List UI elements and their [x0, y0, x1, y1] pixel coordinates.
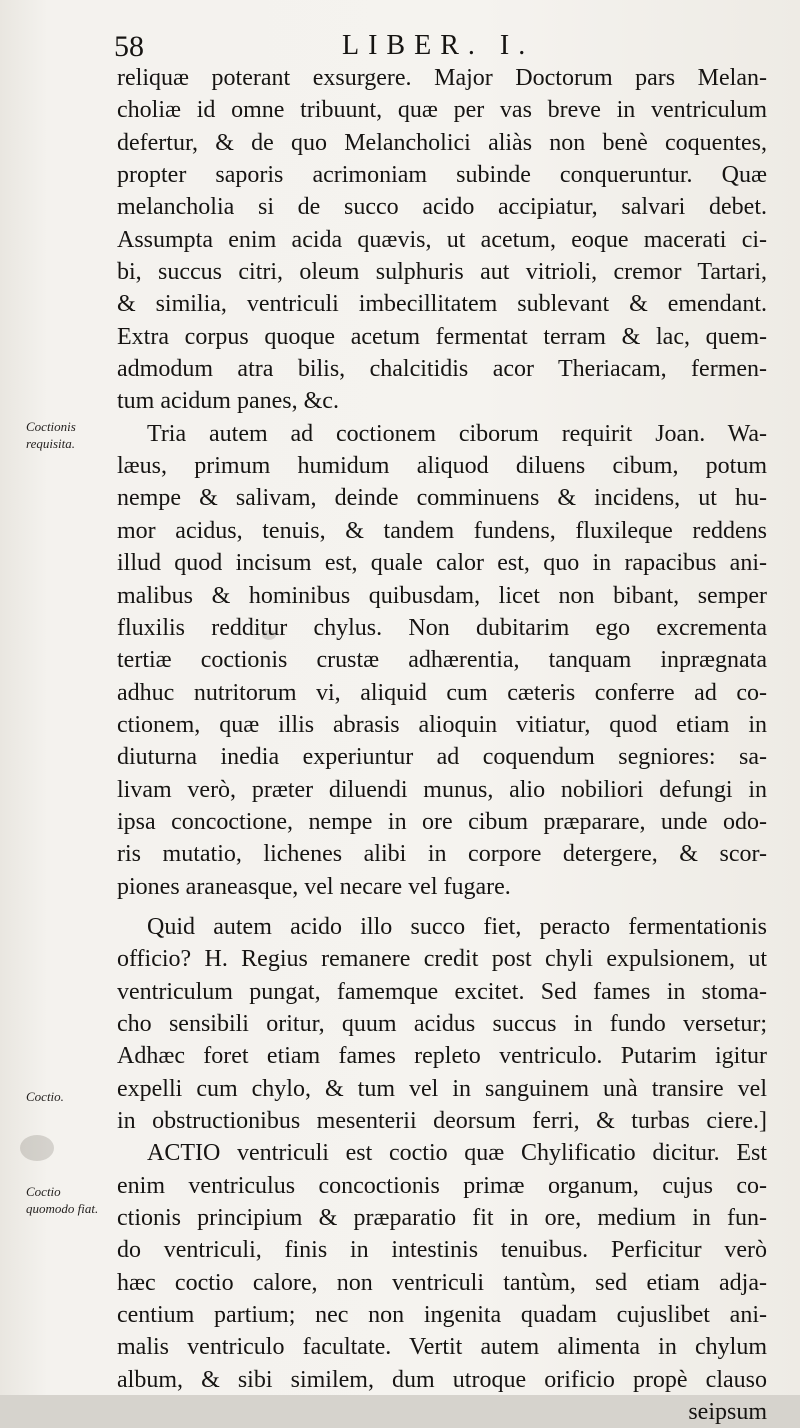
text-line: enim ventriculus concoctionis primæ organum, cujus co-	[117, 1172, 767, 1199]
text-line: ctionem, quæ illis abrasis alioquin vitiatur, quod etiam in	[117, 711, 767, 738]
text-line: album, & sibi similem, dum utroque orificio propè clauso	[117, 1366, 767, 1393]
text-line: tertiæ coctionis crustæ adhærentia, tanquam inprægnata	[117, 647, 767, 674]
text-line: reliquæ poterant exsurgere. Major Doctorum pars Melan-	[117, 65, 767, 91]
text-line: tum acidum panes, &c.	[117, 388, 339, 415]
text-line: adhuc nutritorum vi, aliquid cum cæteris conferre ad co-	[117, 679, 767, 706]
text-line: & similia, ventriculi imbecillitatem sublevant & emendant.	[117, 291, 767, 318]
text-line: malis ventriculo facultate. Vertit autem alimenta in chylum	[117, 1334, 767, 1361]
margin-note: Coctionis requisita.	[26, 419, 76, 451]
margin-note: Coctio.	[26, 1089, 64, 1104]
text-line: piones araneasque, vel necare vel fugare.	[117, 873, 511, 900]
text-line: ipsa concoctione, nempe in ore cibum præparare, unde odo-	[117, 808, 767, 835]
text-line: in obstructionibus mesenterii deorsum ferri, & turbas ciere.]	[117, 1108, 767, 1134]
text-line: Extra corpus quoque acetum fermentat terram & lac, quem-	[117, 323, 767, 350]
text-line: cho sensibili oritur, quum acidus succus in fundo versetur;	[117, 1010, 767, 1037]
text-line: livam verò, præter diluendi munus, alio nobiliori defungi in	[117, 776, 767, 803]
text-line: Adhæc foret etiam fames repleto ventriculo. Putarim igitur	[117, 1043, 767, 1070]
text-line: bi, succus citri, oleum sulphuris aut vitrioli, cremor Tartari,	[117, 259, 767, 286]
text-line: defertur, & de quo Melancholici aliàs non benè coquentes,	[117, 129, 767, 156]
text-line: fluxilis redditur chylus. Non dubitarim ego excrementa	[117, 614, 767, 641]
text-line: mor acidus, tenuis, & tandem fundens, fluxileque reddens	[117, 517, 767, 544]
running-head: LIBER. I.	[342, 30, 535, 61]
text-line: ris mutatio, lichenes alibi in corpore detergere, & scor-	[117, 841, 767, 868]
text-line: choliæ id omne tribuunt, quæ per vas breve in ventriculum	[117, 97, 767, 124]
margin-notes	[26, 0, 110, 1395]
catchword: seipsum	[688, 1399, 767, 1426]
text-line: admodum atra bilis, chalcitidis acor Theriacam, fermen-	[117, 356, 767, 383]
text-line: diuturna inedia experiuntur ad coquendum segniores: sa-	[117, 744, 767, 771]
margin-note: Coctio quomodo fiat.	[26, 1184, 99, 1216]
text-line: Assumpta enim acida quævis, ut acetum, eoque macerati ci-	[117, 226, 767, 253]
text-line: nempe & salivam, deinde comminuens & incidens, ut hu-	[117, 485, 767, 512]
page-number: 58	[114, 30, 144, 63]
text-line: Tria autem ad coctionem ciborum requirit Joan. Wa-	[147, 420, 767, 447]
text-line: ctionis principium & præparatio fit in ore, medium in fun-	[117, 1205, 767, 1232]
text-line: do ventriculi, finis in intestinis tenuibus. Perficitur verò	[117, 1237, 767, 1264]
main-text	[117, 62, 767, 1428]
text-line: ventriculum pungat, famemque excitet. Sed fames in stoma-	[117, 978, 767, 1005]
text-line: expelli cum chylo, & tum vel in sanguinem unà transire vel	[117, 1075, 767, 1102]
text-line: propter saporis acrimoniam subinde conqueruntur. Quæ	[117, 162, 767, 189]
text-line: officio? H. Regius remanere credit post chyli expulsionem, ut	[117, 946, 767, 973]
text-line: Quid autem acido illo succo fiet, peracto fermentationis	[147, 913, 767, 940]
text-line: ACTIO ventriculi est coctio quæ Chylificatio dicitur. Est	[147, 1140, 767, 1167]
text-line: melancholia si de succo acido accipiatur, salvari debet.	[117, 194, 767, 221]
text-line: centium partium; nec non ingenita quadam cujuslibet ani-	[117, 1302, 767, 1329]
text-line: hæc coctio calore, non ventriculi tantùm, sed etiam adja-	[117, 1269, 767, 1296]
text-line: malibus & hominibus quibusdam, licet non bibant, semper	[117, 582, 767, 609]
text-line: illud quod incisum est, quale calor est, quo in rapacibus ani-	[117, 550, 767, 577]
text-line: læus, primum humidum aliquod diluens cibum, potum	[117, 453, 767, 480]
